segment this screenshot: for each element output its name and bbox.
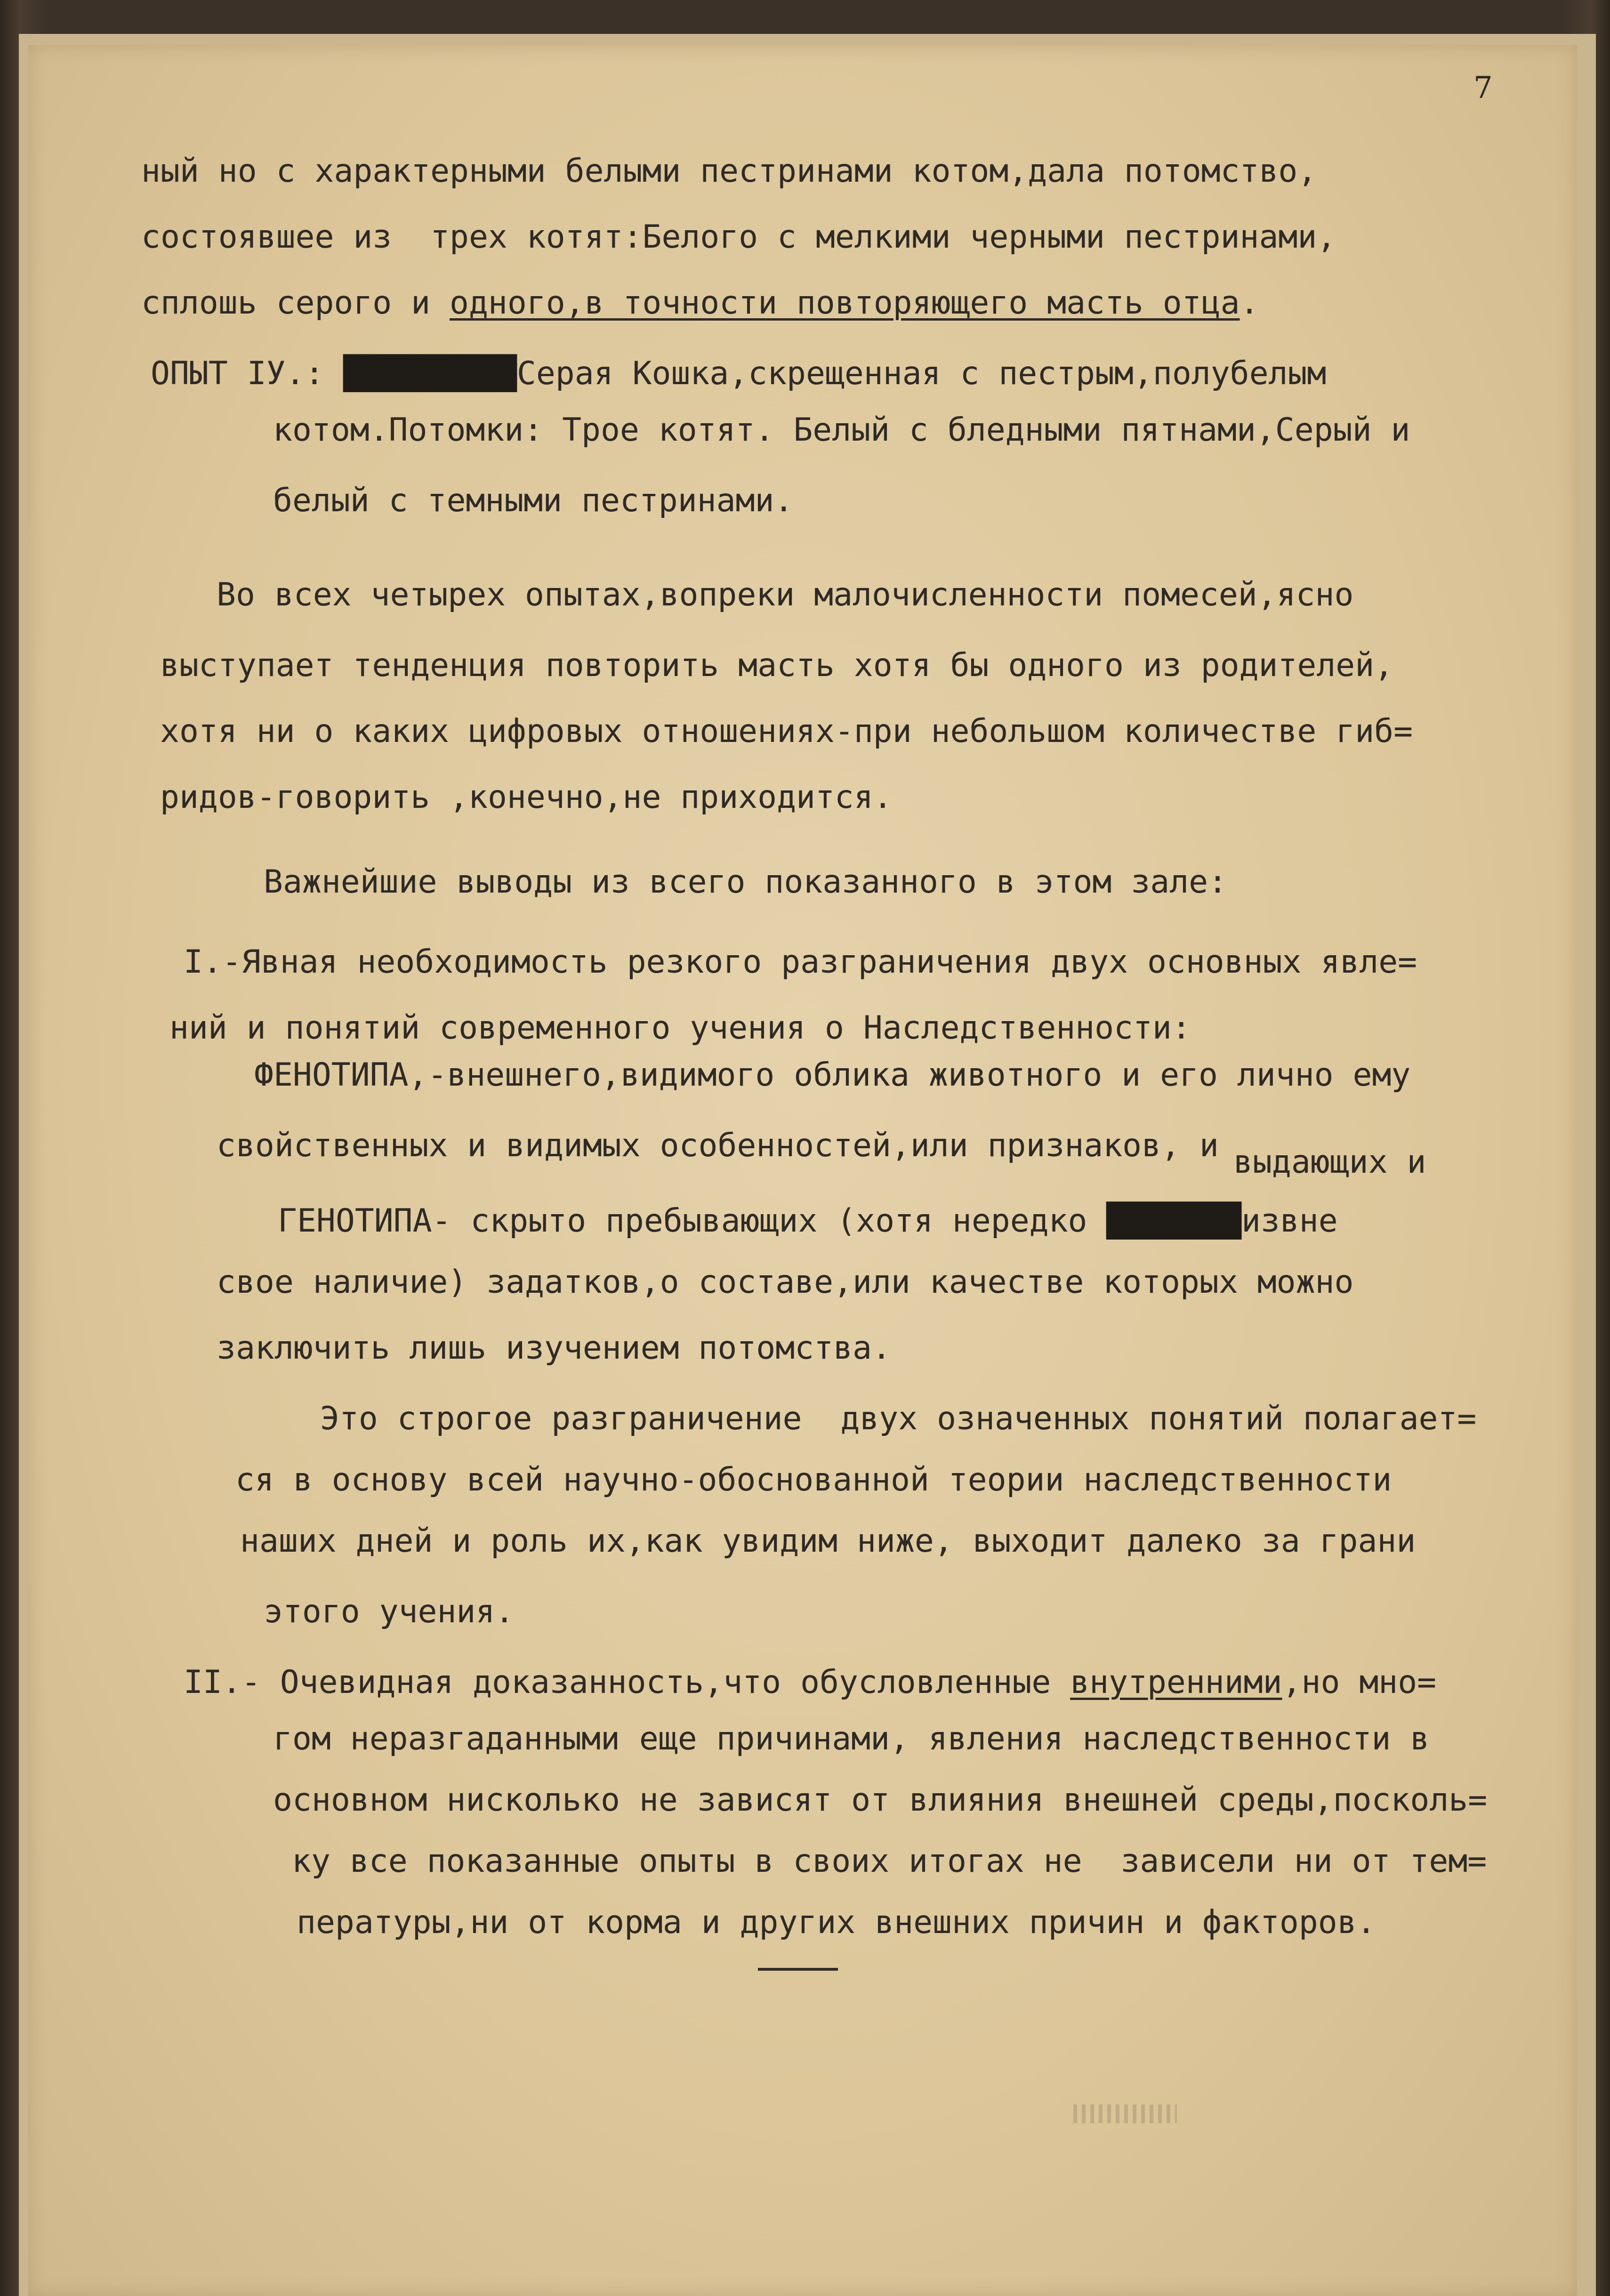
text-line-14: ФЕНОТИПА,-внешнего,видимого облика животного и его лично ему xyxy=(254,1056,1411,1094)
text-line-17-start: ГЕНОТИПА- скрыто пребывающих (хотя нередко xyxy=(278,1202,1107,1240)
text-line-23: этого учения. xyxy=(264,1593,515,1630)
page-number: 7 xyxy=(1473,71,1493,105)
text-line-6: белый с темными пестринами. xyxy=(273,482,794,519)
text-line-24-end: ,но мно= xyxy=(1282,1664,1437,1701)
experiment-iv-line xyxy=(151,355,1327,392)
text-line-5: котом.Потомки: Трое котят. Белый с бледными пятнами,Серый и xyxy=(273,411,1410,449)
text-line-19: заключить лишь изучением потомства. xyxy=(217,1329,891,1367)
text-line-9: хотя ни о каких цифровых отношениях-при небольшом количестве гиб= xyxy=(160,713,1413,750)
text-line-24-start: II.- Очевидная доказанность,что обусловленные xyxy=(184,1664,1071,1701)
text-line-2: состоявшее из трех котят:Белого с мелкими черными пестринами, xyxy=(141,218,1336,256)
text-line-13: ний и понятий современного учения о Наследственности: xyxy=(169,1009,1191,1047)
closing-dash-rule xyxy=(758,1968,838,1971)
inserted-word: выдающих и xyxy=(1233,1144,1426,1181)
text-line-3-start: сплошь серого и xyxy=(141,284,450,322)
conclusions-heading: Важнейшие выводы из всего показанного в этом зале: xyxy=(264,863,1227,901)
struck-out-text-2: ███████ xyxy=(1106,1202,1241,1240)
text-line-17-end: извне xyxy=(1241,1202,1338,1240)
underlined-phrase-father: одного,в точности повторяющего масть отца xyxy=(450,284,1240,322)
underlined-word-internal: внутренними xyxy=(1070,1664,1282,1701)
text-line-24 xyxy=(184,1664,1437,1701)
faint-stamp-mark xyxy=(1073,2104,1177,2123)
text-line-10: ридов-говорить ,конечно,не приходится. xyxy=(160,779,893,816)
text-line-1: ный но с характерными белыми пестринами котом,дала потомство, xyxy=(141,153,1317,190)
text-line-3 xyxy=(141,284,1259,322)
experiment-iv-label: ОПЫТ IУ.: xyxy=(151,355,344,392)
text-line-27: ку все показанные опыты в своих итогах не зависели ни от тем= xyxy=(292,1843,1487,1880)
text-line-25: гом неразгаданными еще причинами, явления наследственности в xyxy=(273,1720,1430,1757)
struck-out-text: █████████ xyxy=(343,355,517,392)
text-line-15: свойственных и видимых особенностей,или признаков, и xyxy=(217,1127,1219,1164)
text-line-20: Это строгое разграничение двух означенных понятий полагает= xyxy=(320,1400,1477,1437)
text-line-26: основном нисколько не зависят от влияния внешней среды,посколь= xyxy=(273,1781,1488,1819)
text-line-7: Во всех четырех опытах,вопреки малочисленности помесей,ясно xyxy=(217,576,1354,613)
text-line-28: пературы,ни от корма и других внешних причин и факторов. xyxy=(297,1904,1376,1941)
text-line-12: I.-Явная необходимость резкого разграничения двух основных явле= xyxy=(184,943,1417,981)
text-line-17 xyxy=(278,1202,1338,1240)
experiment-iv-text: Серая Кошка,скрещенная с пестрым,полубелым xyxy=(516,355,1327,392)
text-line-8: выступает тенденция повторить масть хотя бы одного из родителей, xyxy=(160,647,1394,684)
text-line-21: ся в основу всей научно-обоснованной теории наследственности xyxy=(235,1461,1392,1498)
text-line-3-end: . xyxy=(1240,284,1259,322)
text-line-22: наших дней и роль их,как увидим ниже, выходит далеко за грани xyxy=(240,1523,1416,1560)
text-line-18: свое наличие) задатков,о составе,или качестве которых можно xyxy=(217,1264,1354,1301)
